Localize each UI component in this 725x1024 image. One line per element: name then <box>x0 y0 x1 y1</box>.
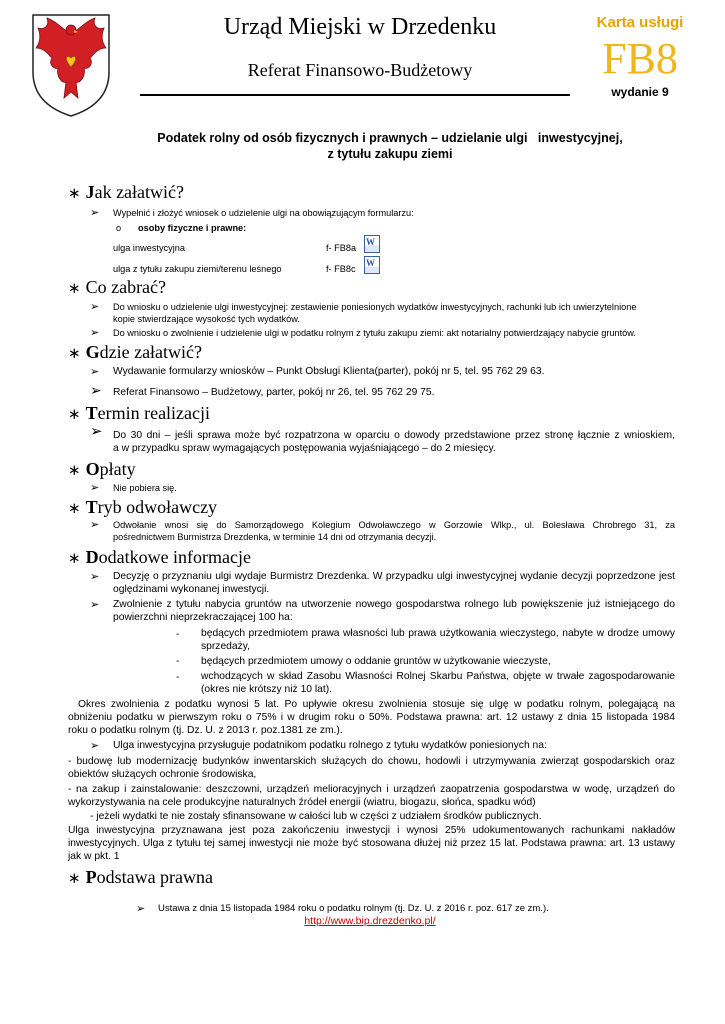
arrow-bullet: ➢ <box>90 301 100 313</box>
arrow-bullet: ➢ <box>90 571 100 583</box>
card-label: Karta usługi <box>596 14 684 31</box>
dash-bullet: - <box>176 672 180 683</box>
dodatkowe-paragraph: Zwolnienie z tytułu nabycia gruntów na utworzenie nowego gospodarstwa rolnego lub powiększenie już istniejącego do powierzchni nieprzekraczającej 100 ha: <box>113 599 675 623</box>
section-heading-gdzie: ∗ Gdzie załatwić? <box>68 342 203 362</box>
dash-bullet: - <box>176 629 180 640</box>
dash-bullet: - <box>176 656 180 667</box>
section-heading-co: ∗ Co zabrać? <box>68 277 167 297</box>
arrow-bullet: ➢ <box>90 207 100 219</box>
section-heading-dodatkowe: ∗ Dodatkowe informacje <box>68 547 252 567</box>
gdzie-item: Referat Finansowo – Budżetowy, parter, pokój nr 26, tel. 95 762 29 75. <box>113 387 435 398</box>
circle-bullet: o <box>116 223 122 233</box>
dodatkowe-paragraph: Ulga inwestycyjna przysługuje podatnikom podatku rolnego z tytułu wydatków poniesionych na: <box>113 740 547 751</box>
jak-item: Wypełnić i złożyć wniosek o udzielenie ulgi na obowiązującym formularzu: <box>113 208 414 218</box>
arrow-bullet: ➢ <box>90 519 100 531</box>
dodatkowe-list-item: wchodzących w skład Zasobu Własności Rolnej Skarbu Państwa, objęte w trwałe zagospodarowanie (okres nie krótszy niż 10 lat). <box>201 671 675 695</box>
arrow-bullet: ➢ <box>90 366 100 378</box>
dodatkowe-list-item: będących przedmiotem umowy o oddanie gruntów w użytkowanie wieczyste, <box>201 656 551 667</box>
dodatkowe-paragraph: - budowę lub modernizację budynków inwentarskich służących do chowu, hodowli i utrzymywania zwierząt gospodarskich oraz obiektów służących ochronie środowiska, <box>68 756 675 780</box>
header-divider <box>140 94 570 96</box>
document-title-line2: z tytułu zakupu ziemi <box>327 147 453 161</box>
podstawa-item: Ustawa z dnia 15 listopada 1984 roku o podatku rolnym (tj. Dz. U. z 2016 r. poz. 617 ze zm.). <box>158 903 549 914</box>
dodatkowe-paragraph: Decyzję o przyznaniu ulgi wydaje Burmistrz Drezdenka. W przypadku ulgi inwestycyjnej wydanie decyzji poprzedzone jest oględzinami wykonanej inwestycji. <box>113 571 675 595</box>
document-title-line1: Podatek rolny od osób fizycznych i prawnych – udzielanie ulgi inwestycyjnej, <box>157 131 623 145</box>
arrow-bullet: ➢ <box>90 599 100 611</box>
gdzie-item: Wydawanie formularzy wniosków – Punkt Obsługi Klienta(parter), pokój nr 5, tel. 95 762 29 63. <box>113 366 545 377</box>
arrow-bullet: ➢ <box>90 327 100 339</box>
word-document-icon[interactable] <box>364 256 380 274</box>
bip-link[interactable]: http://www.bip.drezdenko.pl/ <box>304 915 436 927</box>
dodatkowe-paragraph: - jeżeli wydatki te nie zostały sfinansowane w całości lub w części z udziałem środków publicznych. <box>90 811 542 822</box>
card-code: FB8 <box>602 34 678 83</box>
arrow-bullet: ➢ <box>136 903 146 915</box>
form-label: ulga z tytułu zakupu ziemi/terenu leśnego <box>113 264 282 274</box>
arrow-bullet: ➢ <box>90 382 102 398</box>
office-name: Urząd Miejski w Drzedenku <box>223 14 497 40</box>
section-heading-tryb: ∗ Tryb odwoławczy <box>68 497 218 517</box>
co-item: Do wniosku o zwolnienie i udzielenie ulgi w podatku rolnym z tytułu zakupu ziemi: akt notarialny potwierdzający nabycie gruntów. <box>113 328 636 338</box>
form-code: f- FB8c <box>326 264 356 274</box>
document-title <box>100 130 680 162</box>
section-heading-oplaty: ∗ Opłaty <box>68 459 136 479</box>
edition-label: wydanie 9 <box>611 85 669 99</box>
department-name: Referat Finansowo-Budżetowy <box>247 60 473 80</box>
arrow-bullet: ➢ <box>90 740 100 752</box>
arrow-bullet: ➢ <box>90 423 103 440</box>
city-crest <box>30 12 112 118</box>
oplaty-item: Nie pobiera się. <box>113 483 177 493</box>
section-heading-podstawa: ∗ Podstawa prawna <box>68 867 214 887</box>
arrow-bullet: ➢ <box>90 482 100 494</box>
dodatkowe-paragraph: Okres zwolnienia z podatku wynosi 5 lat. Po upływie okresu zwolnienia stosuje się ulgę w podatku rolnym, polegającą na obniżeniu podatku w pierwszym roku o 75% i w drugim roku o 50%. Podstawa prawna: art. 12 ustawy z dnia 15 listopada 1984 roku o podatku rolnym (tj. Dz. U. z 2013 r. poz.1381 ze zm.). <box>68 699 675 736</box>
form-label: ulga inwestycyjna <box>113 243 186 253</box>
word-document-icon[interactable] <box>364 235 380 253</box>
dodatkowe-paragraph: - na zakup i zainstalowanie: deszczowni, urządzeń melioracyjnych i urządzeń zaopatrzenia gospodarstwa w wodę, urządzeń do wykorzystywania na cele produkcyjne naturalnych źródeł energii (wiatru, biogazu, słońca, spadku wód) <box>68 784 675 808</box>
co-item: Do wniosku o udzielenie ulgi inwestycyjnej: zestawienie poniesionych wydatków inwestycyjnych, rachunki lub ich uwierzytelnione kopie stwierdzające wysokość tych wydatków. <box>113 302 637 324</box>
tryb-text: Odwołanie wnosi się do Samorządowego Kolegium Odwoławczego w Gorzowie Wlkp., ul. Bolesława Chrobrego 31, za pośrednictwem Burmistrza Drezdenka, w terminie 14 dni od otrzymania decyzji. <box>113 520 675 542</box>
dodatkowe-paragraph: Ulga inwestycyjna przyznawana jest poza zakończeniu inwestycji i wynosi 25% udokumentowanych rachunkami nakładów inwestycyjnych. Ulga z tytułu tej samej inwestycji nie może być stosowana dłużej niż przez 15 lat. Podstawa prawna: art. 13 ustawy jak w pkt. 1 <box>68 825 675 862</box>
form-code: f- FB8a <box>326 243 357 253</box>
dodatkowe-list-item: będących przedmiotem prawa własności lub prawa użytkowania wieczystego, nabyte w drodze umowy sprzedaży, <box>201 628 675 652</box>
section-heading-termin: ∗ Termin realizacji <box>68 403 211 423</box>
section-heading-jak: ∗ Jak załatwić? <box>68 182 185 202</box>
termin-text: Do 30 dni – jeśli sprawa może być rozpatrzona w oparciu o dowody przedstawione przez stronę łącznie z wnioskiem, a w przypadku spraw wymagających postępowania wyjaśniającego – do 2 miesięcy. <box>113 430 675 454</box>
jak-subheading: osoby fizyczne i prawne: <box>138 223 247 233</box>
